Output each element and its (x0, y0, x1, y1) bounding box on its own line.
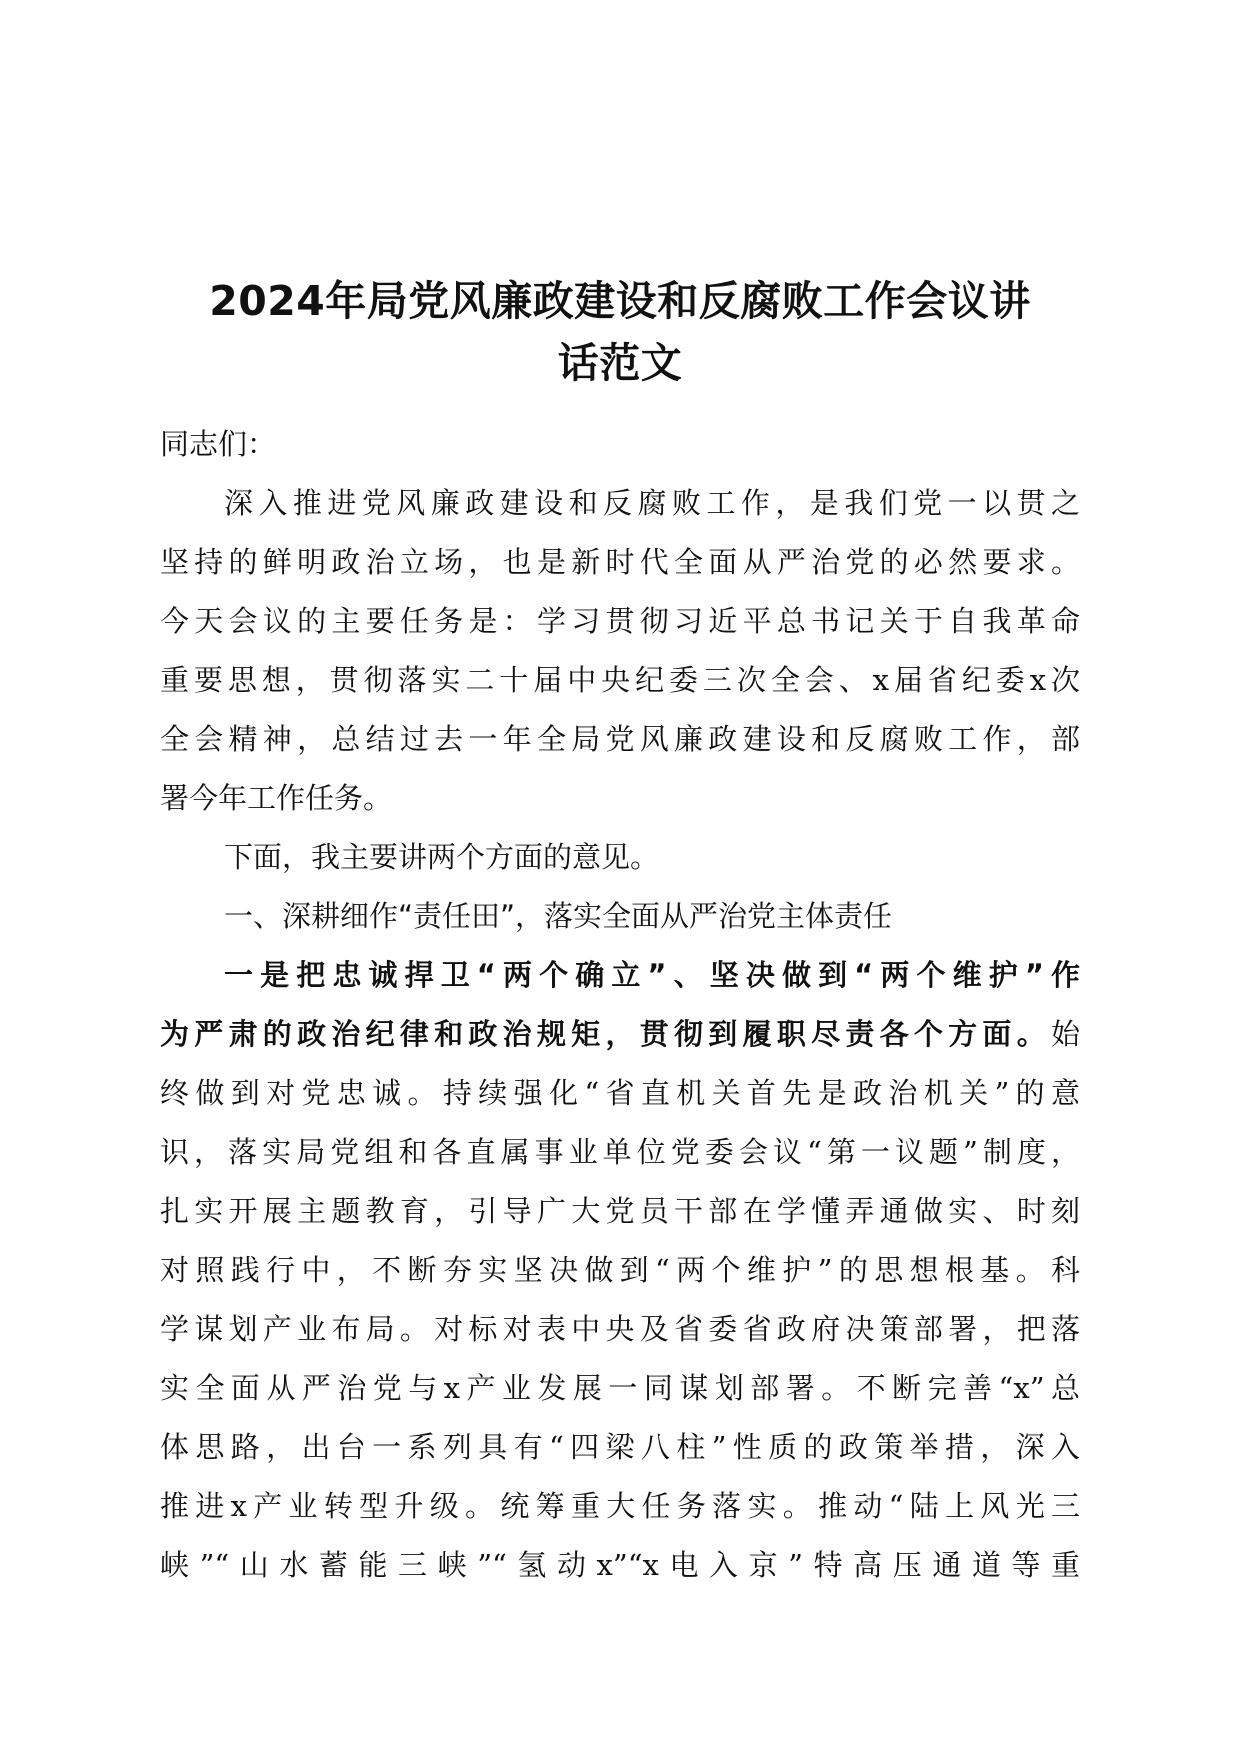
intro-line-3: 今天会议的主要任务是：学习贯彻习近平总书记关于自我革命 (160, 604, 1080, 638)
point-line-4: 对照践行中，不断夯实坚决做到“两个维护”的思想根基。科 (160, 1253, 1080, 1287)
point-line-8: 推进x产业转型升级。统筹重大任务落实。推动“陆上风光三 (160, 1489, 1080, 1523)
point-tail: 始 (1050, 1017, 1080, 1051)
point-line-6: 实全面从严治党与x产业发展一同谋划部署。不断完善“x”总 (160, 1371, 1080, 1405)
document-body (160, 415, 1080, 1595)
intro-line-5: 全会精神，总结过去一年全局党风廉政建设和反腐败工作，部 (160, 722, 1080, 756)
section-heading: 一、深耕细作“责任田”，落实全面从严治党主体责任 (224, 899, 893, 933)
point-bold-line-2: 为严肃的政治纪律和政治规矩，贯彻到履职尽责各个方面。 (160, 1017, 1051, 1051)
point-bold-line-1: 一是把忠诚捍卫“两个确立”、坚决做到“两个维护”作 (224, 958, 1080, 992)
intro-line-4: 重要思想，贯彻落实二十届中央纪委三次全会、x届省纪委x次 (160, 663, 1080, 697)
point-line-7: 体思路，出台一系列具有“四梁八柱”性质的政策举措，深入 (160, 1430, 1080, 1464)
intro-line-6: 署今年工作任务。 (160, 781, 393, 815)
intro-line-1: 深入推进党风廉政建设和反腐败工作，是我们党一以贯之 (224, 486, 1080, 520)
title-line-1: 2024年局党风廉政建设和反腐败工作会议讲 (209, 277, 1031, 325)
point-line-3: 扎实开展主题教育，引导广大党员干部在学懂弄通做实、时刻 (160, 1194, 1080, 1228)
point-line-9: 峡”“山水蓄能三峡”“氢动x”“x电入京”特高压通道等重 (160, 1548, 1080, 1582)
point-line-1: 终做到对党忠诚。持续强化“省直机关首先是政治机关”的意 (160, 1076, 1080, 1110)
document-title (100, 270, 1140, 394)
salutation: 同志们： (160, 427, 277, 461)
point-line-2: 识，落实局党组和各直属事业单位党委会议“第一议题”制度， (160, 1135, 1080, 1169)
point-line-5: 学谋划产业布局。对标对表中央及省委省政府决策部署，把落 (160, 1312, 1080, 1346)
title-line-2: 话范文 (557, 339, 683, 387)
transition-paragraph: 下面，我主要讲两个方面的意见。 (224, 840, 660, 874)
point-mixed-line (160, 1005, 1080, 1064)
intro-line-2: 坚持的鲜明政治立场，也是新时代全面从严治党的必然要求。 (160, 545, 1080, 579)
